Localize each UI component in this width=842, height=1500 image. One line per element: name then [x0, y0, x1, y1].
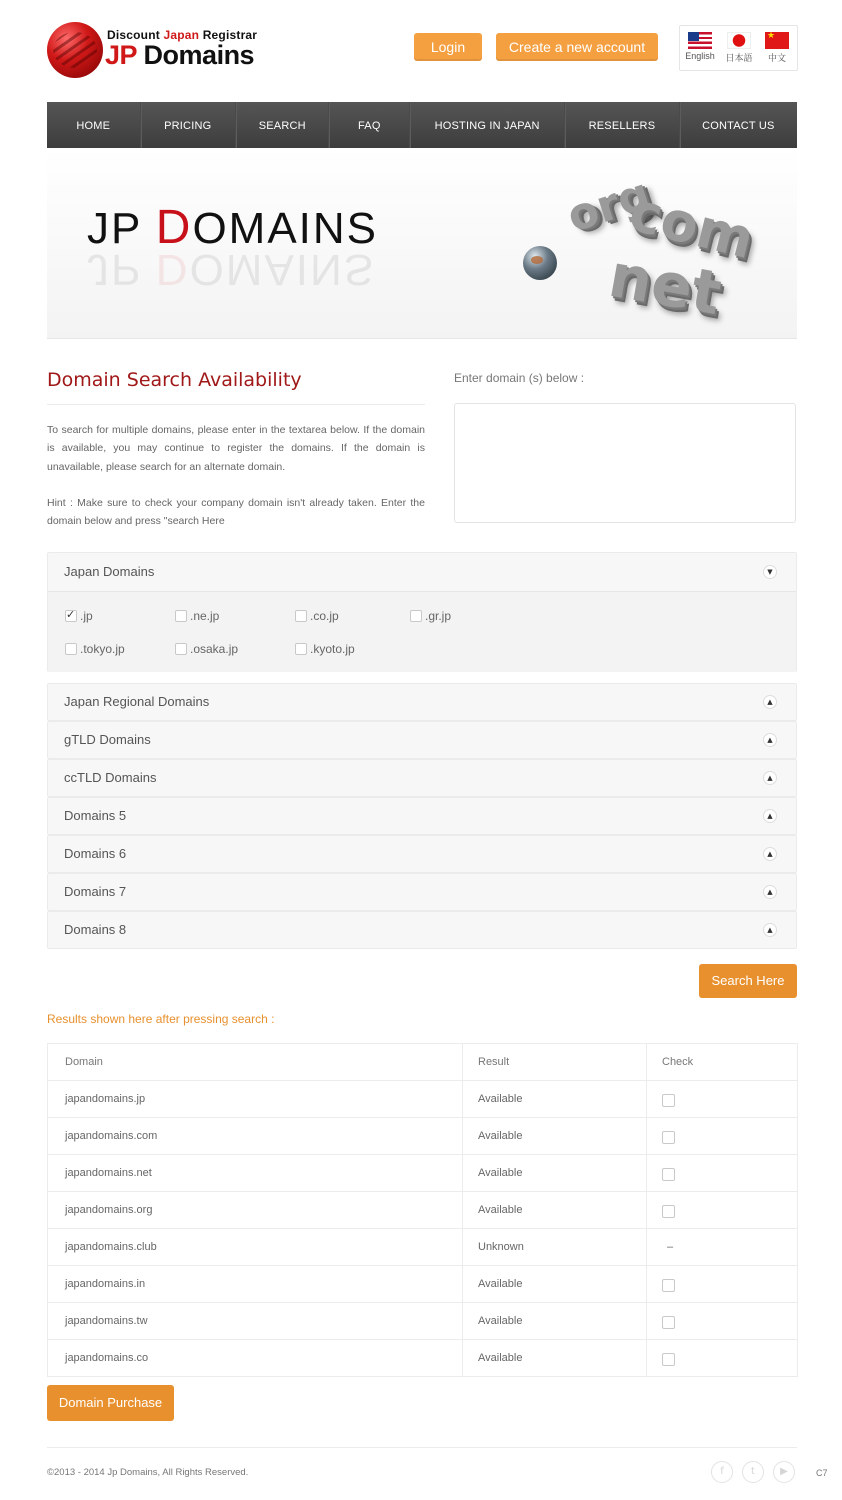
checkbox-box[interactable]	[65, 643, 77, 655]
table-row	[48, 1118, 797, 1155]
row-checkbox[interactable]	[662, 1205, 675, 1218]
check-cell	[647, 1229, 797, 1265]
japan-flag-icon	[727, 32, 751, 49]
banner-word-com: com	[623, 179, 761, 272]
checkbox-osaka-jp[interactable]: .osaka.jp	[175, 642, 238, 656]
banner-3d-artwork	[517, 168, 787, 328]
corner-label: C7	[816, 1468, 828, 1478]
row-checkbox[interactable]	[662, 1353, 675, 1366]
accordion-body	[48, 591, 796, 672]
check-cell	[647, 1081, 797, 1117]
chevron-up-icon[interactable]: ▲	[763, 809, 777, 823]
check-cell	[647, 1340, 797, 1376]
domain-cell: japandomains.tw	[48, 1303, 463, 1339]
checkbox-co-jp[interactable]: .co.jp	[295, 609, 339, 623]
accordion-header[interactable]: Domains 8 ▲	[48, 912, 796, 948]
checkbox-box[interactable]	[295, 643, 307, 655]
table-header-row	[48, 1044, 797, 1081]
accordion-label: Japan Domains	[64, 564, 155, 579]
check-cell	[647, 1118, 797, 1154]
result-cell: Available	[463, 1192, 647, 1228]
row-checkbox[interactable]	[662, 1316, 675, 1329]
table-row	[48, 1155, 797, 1192]
checkbox-box[interactable]	[175, 643, 187, 655]
accordion-header[interactable]: Japan Regional Domains ▲	[48, 684, 796, 720]
column-header-domain: Domain	[48, 1044, 463, 1080]
nav-faq[interactable]: FAQ	[329, 102, 410, 148]
accordion-domains-8[interactable]	[47, 911, 797, 949]
row-checkbox[interactable]	[662, 1168, 675, 1181]
table-row	[48, 1229, 797, 1266]
title-divider	[47, 404, 425, 405]
check-cell	[647, 1155, 797, 1191]
result-cell: Available	[463, 1266, 647, 1302]
accordion-header[interactable]: Domains 5 ▲	[48, 798, 796, 834]
create-account-button[interactable]: Create a new account	[496, 33, 658, 61]
checkbox-box[interactable]	[410, 610, 422, 622]
logo-sphere-icon	[47, 22, 103, 78]
footer-divider	[47, 1447, 797, 1448]
accordion-japan-regional-domains[interactable]	[47, 683, 797, 721]
result-cell: Unknown	[463, 1229, 647, 1265]
chevron-up-icon[interactable]: ▲	[763, 733, 777, 747]
hint-paragraph: Hint : Make sure to check your company domain isn't already taken. Enter the domain below and press "search Here	[47, 496, 425, 528]
accordion-domains-6[interactable]	[47, 835, 797, 873]
result-cell: Available	[463, 1118, 647, 1154]
domain-cell: japandomains.net	[48, 1155, 463, 1191]
language-label: 中文	[767, 53, 786, 63]
row-checkbox[interactable]	[662, 1094, 675, 1107]
checkbox-ne-jp[interactable]: .ne.jp	[175, 609, 219, 623]
globe-icon	[523, 246, 557, 280]
accordion-japan-domains	[47, 552, 797, 672]
checkbox-tokyo-jp[interactable]: .tokyo.jp	[65, 642, 125, 656]
language-english[interactable]	[682, 32, 718, 61]
domain-textarea-label: Enter domain (s) below :	[454, 371, 585, 385]
domain-cell: japandomains.com	[48, 1118, 463, 1154]
accordion-header[interactable]: ccTLD Domains ▲	[48, 760, 796, 796]
result-cell: Available	[463, 1155, 647, 1191]
nav-home[interactable]: HOME	[47, 102, 141, 148]
table-row	[48, 1081, 797, 1118]
chevron-up-icon[interactable]: ▲	[763, 695, 777, 709]
china-flag-icon	[765, 32, 789, 49]
language-switcher	[679, 25, 798, 71]
accordion-header[interactable]: gTLD Domains ▲	[48, 722, 796, 758]
domain-cell: japandomains.in	[48, 1266, 463, 1302]
domain-cell: japandomains.jp	[48, 1081, 463, 1117]
result-cell: Available	[463, 1340, 647, 1376]
page-title: Domain Search Availability	[47, 369, 302, 391]
chevron-up-icon[interactable]: ▲	[763, 771, 777, 785]
table-row	[48, 1266, 797, 1303]
accordion-header[interactable]: Domains 6 ▲	[48, 836, 796, 872]
accordion-gtld-domains[interactable]	[47, 721, 797, 759]
banner-title: JP DOMAINS	[87, 201, 379, 254]
domain-cell: japandomains.co	[48, 1340, 463, 1376]
search-instructions	[47, 421, 425, 548]
result-cell: Available	[463, 1303, 647, 1339]
checkbox-box[interactable]	[65, 610, 77, 622]
chevron-up-icon[interactable]: ▲	[763, 885, 777, 899]
nav-hosting-in-japan[interactable]: HOSTING IN JAPAN	[410, 102, 565, 148]
chevron-down-icon[interactable]: ▼	[763, 565, 777, 579]
result-cell: Available	[463, 1081, 647, 1117]
copyright-text: ©2013 - 2014 Jp Domains, All Rights Reserved.	[47, 1467, 249, 1478]
checkbox-jp[interactable]: ✓.jp	[65, 609, 93, 623]
chevron-up-icon[interactable]: ▲	[763, 923, 777, 937]
main-navigation	[47, 102, 797, 148]
hero-banner	[47, 148, 797, 339]
site-logo[interactable]	[47, 22, 277, 82]
checkbox-kyoto-jp[interactable]: .kyoto.jp	[295, 642, 355, 656]
checkbox-box[interactable]	[175, 610, 187, 622]
login-button[interactable]: Login	[414, 33, 482, 61]
accordion-cctld-domains[interactable]	[47, 759, 797, 797]
column-header-check: Check	[662, 1056, 694, 1068]
domain-cell: japandomains.club	[48, 1229, 463, 1265]
row-checkbox[interactable]	[662, 1131, 675, 1144]
chevron-up-icon[interactable]: ▲	[763, 847, 777, 861]
search-here-button[interactable]: Search Here	[699, 964, 797, 998]
accordion-header[interactable]: Domains 7 ▲	[48, 874, 796, 910]
accordion-domains-5[interactable]	[47, 797, 797, 835]
logo-wordmark: JP Domains	[105, 40, 255, 70]
logo-tagline: Discount Japan Registrar	[107, 28, 258, 42]
nav-contact-us[interactable]: CONTACT US	[702, 120, 775, 132]
facebook-icon[interactable]: f	[711, 1461, 733, 1483]
nav-resellers[interactable]: RESELLERS	[565, 102, 679, 148]
accordion-header[interactable]	[48, 553, 796, 591]
banner-word-net: net	[603, 240, 727, 330]
accordion-domains-7[interactable]	[47, 873, 797, 911]
table-row	[48, 1303, 797, 1340]
domain-purchase-button[interactable]: Domain Purchase	[47, 1385, 174, 1421]
nav-pricing[interactable]: PRICING	[141, 102, 236, 148]
instructions-paragraph: To search for multiple domains, please enter in the textarea below. If the domain is available, you may continue to register the domains. If the domain is unavailable, please search for an alternate domain.	[47, 424, 425, 473]
checkbox-box[interactable]	[295, 610, 307, 622]
column-header-result: Result	[463, 1044, 647, 1080]
language-label: English	[685, 51, 715, 61]
youtube-icon[interactable]: ▶	[773, 1461, 795, 1483]
results-label: Results shown here after pressing search :	[47, 1012, 275, 1026]
banner-title-reflection: JP DOMAINS	[87, 245, 376, 294]
us-flag-icon	[688, 32, 712, 49]
table-row	[48, 1340, 797, 1376]
domain-textarea[interactable]	[454, 403, 796, 523]
nav-search[interactable]: SEARCH	[236, 102, 330, 148]
domain-cell: japandomains.org	[48, 1192, 463, 1228]
check-cell	[647, 1192, 797, 1228]
unavailable-dash: –	[667, 1241, 674, 1253]
language-chinese[interactable]	[759, 32, 795, 64]
row-checkbox[interactable]	[662, 1279, 675, 1292]
twitter-icon[interactable]: t	[742, 1461, 764, 1483]
checkbox-gr-jp[interactable]: .gr.jp	[410, 609, 451, 623]
banner-word-org: org	[561, 168, 657, 243]
check-cell	[647, 1266, 797, 1302]
results-table	[47, 1043, 798, 1377]
check-cell	[647, 1303, 797, 1339]
language-japanese[interactable]	[721, 32, 757, 64]
language-label: 日本語	[725, 53, 753, 63]
table-row	[48, 1192, 797, 1229]
